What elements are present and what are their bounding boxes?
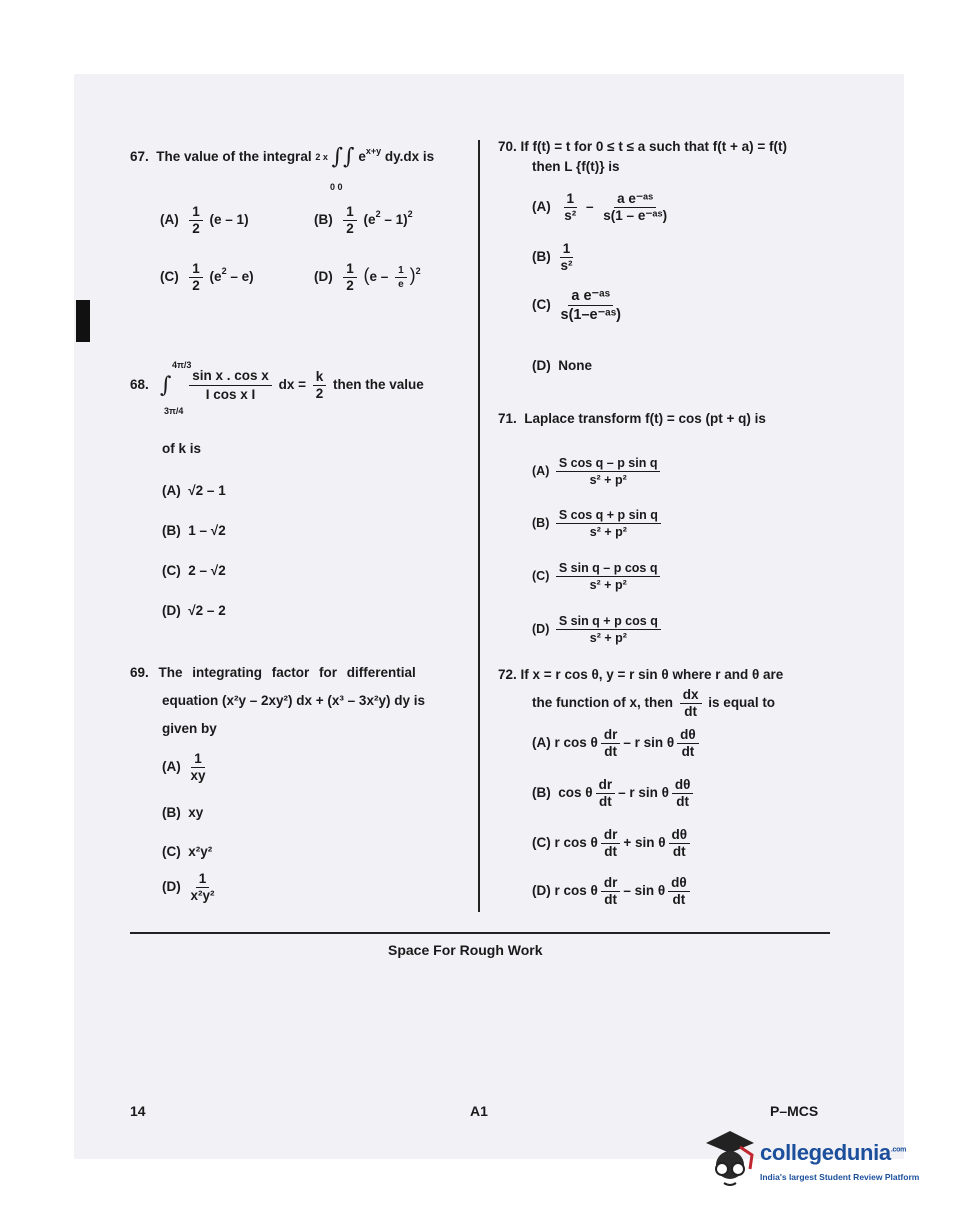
q67-option-d: (D) $\frac{1}{2}$ (e – $\frac{1}{e}$ )$^2$ <box>314 261 421 293</box>
q69-line-2: equation (x²y – 2xy²) dx + (x³ – 3x²y) dy is <box>162 693 425 708</box>
q69-option-c: (C) x²y² <box>162 844 213 859</box>
q70-option-c: (C) $\frac{\text{a e⁻ᵃˢ}}{\text{s(1–e⁻ᵃˢ)}}$ <box>532 288 622 323</box>
q72-option-c: (C) r cos θ $\frac{dr}{dt}$ + sin θ $\frac{d\theta}{dt}$ <box>532 828 693 859</box>
q71-option-c: (C) $\frac{\text{S sin q – p cos q}}{\text{s² + p²}}$ <box>532 561 663 592</box>
q72-option-d: (D) r cos θ $\frac{dr}{dt}$ – sin θ $\frac{d\theta}{dt}$ <box>532 876 693 907</box>
q71-option-d: (D) $\frac{\text{S sin q + p cos q}}{\text{s² + p²}}$ <box>532 614 664 645</box>
q69-option-a: (A) $\frac{1}{xy}$ <box>162 751 206 783</box>
q68-option-d: (D) √2 – 2 <box>162 603 226 618</box>
integral-sign: ∫ <box>160 373 172 398</box>
q69-line-3: given by <box>162 721 217 736</box>
question-71: 71. Laplace transform f(t) = cos (pt + q) is <box>498 411 766 426</box>
double-integral-sign: ∫∫ <box>331 144 355 170</box>
q69-option-b: (B) xy <box>162 805 204 820</box>
q72-option-a: (A) r cos θ $\frac{dr}{dt}$ – r sin θ $\frac{d\theta}{dt}$ <box>532 728 702 759</box>
q70-option-b: (B) $\frac{1}{\text{s²}}$ <box>532 241 573 273</box>
question-72: 72. If x = r cos θ, y = r sin θ where r and θ are <box>498 667 784 682</box>
q70-option-a: (A) $\frac{1}{\text{s²}}$ – $\frac{\text{a e⁻ᵃˢ}}{\text{s(1 – e⁻ᵃˢ)}}$ <box>532 191 668 223</box>
q69-option-d: (D) $\frac{1}{\text{x²y²}}$ <box>162 871 215 903</box>
q68-option-b: (B) 1 – √2 <box>162 523 226 538</box>
column-divider <box>478 140 480 912</box>
question-67: 67. The value of the integral 2 x ∫∫ $e^{x+y}$ dy.dx is <box>130 144 435 170</box>
q72-option-b: (B) cos θ $\frac{dr}{dt}$ – r sin θ $\frac{d\theta}{dt}$ <box>532 778 696 809</box>
question-70: 70. If f(t) = t for 0 ≤ t ≤ a such that f(t + a) = f(t) <box>498 139 787 154</box>
booklet-code: A1 <box>470 1103 488 1119</box>
q68-continuation: of k is <box>162 441 202 456</box>
q68-option-a: (A) √2 – 1 <box>162 483 226 498</box>
question-69: 69. The integrating factor for differential <box>130 665 416 680</box>
q70-option-d: (D) None <box>532 358 593 373</box>
rough-work-rule <box>130 932 830 934</box>
rough-work-heading: Space For Rough Work <box>388 942 543 958</box>
page-number: 14 <box>130 1103 146 1119</box>
q71-option-a: (A) $\frac{\text{S cos q – p sin q}}{\text{s² + p²}}$ <box>532 456 663 487</box>
logo-wordmark: collegedunia$^{.com}$ <box>760 1140 907 1165</box>
integral-upper-limit: 4π/3 <box>172 360 192 370</box>
logo-tagline: India's largest Student Review Platform <box>760 1172 920 1182</box>
question-68: 68. ∫ $\frac{\text{sin x . cos x}}{\text{I cos x I}}$ dx = $\frac{k}{2}$ then the value <box>130 368 424 402</box>
q67-option-b: (B) $\frac{1}{2}$ $(e^2 - 1)^2$ <box>314 204 413 236</box>
integral-lower-limit: 3π/4 <box>164 406 184 416</box>
paper-code: P–MCS <box>770 1103 819 1119</box>
q67-option-a: (A) $\frac{1}{2}$ (e – 1) <box>160 204 249 236</box>
q70-line-2: then L {f(t)} is <box>532 159 620 174</box>
integral-lower-limits: 0 0 <box>330 182 343 192</box>
q68-option-c: (C) 2 – √2 <box>162 563 226 578</box>
q72-line-2: the function of x, then $\frac{dx}{dt}$ is equal to <box>532 687 776 719</box>
q67-option-c: (C) $\frac{1}{2}$ $(e^2 - e)$ <box>160 261 254 293</box>
q71-option-b: (B) $\frac{\text{S cos q + p sin q}}{\text{s² + p²}}$ <box>532 508 664 539</box>
margin-tab-mark <box>76 300 90 342</box>
